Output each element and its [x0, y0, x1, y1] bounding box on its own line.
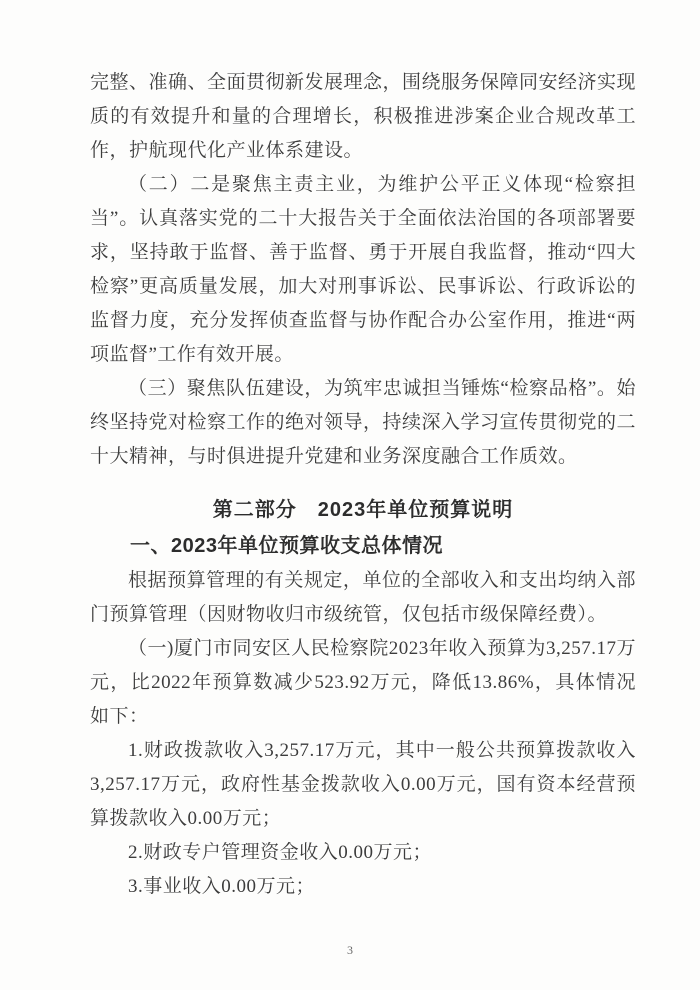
paragraph-item-two: （二）二是聚焦主责主业，为维护公平正义体现“检察担当”。认真落实党的二十大报告关于全面依法治国的各项部署要求，坚持敢于监督、善于监督、勇于开展自我监督，推动“四大检察”更高质量发展，加大对刑事诉讼、民事诉讼、行政诉讼的监督力度，充分发挥侦查监督与协作配合办公室作用，推进“两项监督”工作有效开展。: [90, 174, 636, 365]
institutional-income-item: 3.事业收入0.00万元；: [128, 876, 316, 897]
budget-overview-paragraph: 根据预算管理的有关规定，单位的全部收入和支出均纳入部门预算管理（因财物收归市级统管，仅包括市级保障经费）。: [90, 570, 636, 625]
paragraph-continuation: 完整、准确、全面贯彻新发展理念，围绕服务保障同安经济实现质的有效提升和量的合理增长，积极推进涉案企业合规改革工作，护航现代化产业体系建设。: [90, 72, 637, 161]
special-account-item: 2.财政专户管理资金收入0.00万元；: [128, 842, 433, 863]
income-budget-paragraph: （一)厦门市同安区人民检察院2023年收入预算为3,257.17万元，比2022年预算数减少523.92万元，降低13.86%，具体情况如下：: [90, 638, 636, 727]
fiscal-appropriation-item: 1.财政拨款收入3,257.17万元，其中一般公共预算拨款收入3,257.17万元，政府性基金拨款收入0.00万元，国有资本经营预算拨款收入0.00万元；: [90, 740, 636, 829]
part2-title: 第二部分 2023年单位预算说明: [212, 499, 514, 521]
document-content: [90, 66, 636, 904]
section1-heading: 一、2023年单位预算收支总体情况: [130, 535, 443, 557]
page-number: 3: [347, 943, 353, 957]
paragraph-item-three: （三）聚焦队伍建设，为筑牢忠诚担当锤炼“检察品格”。始终坚持党对检察工作的绝对领导，持续深入学习宣传贯彻党的二十大精神，与时俱进提升党建和业务深度融合工作质效。: [90, 378, 637, 467]
